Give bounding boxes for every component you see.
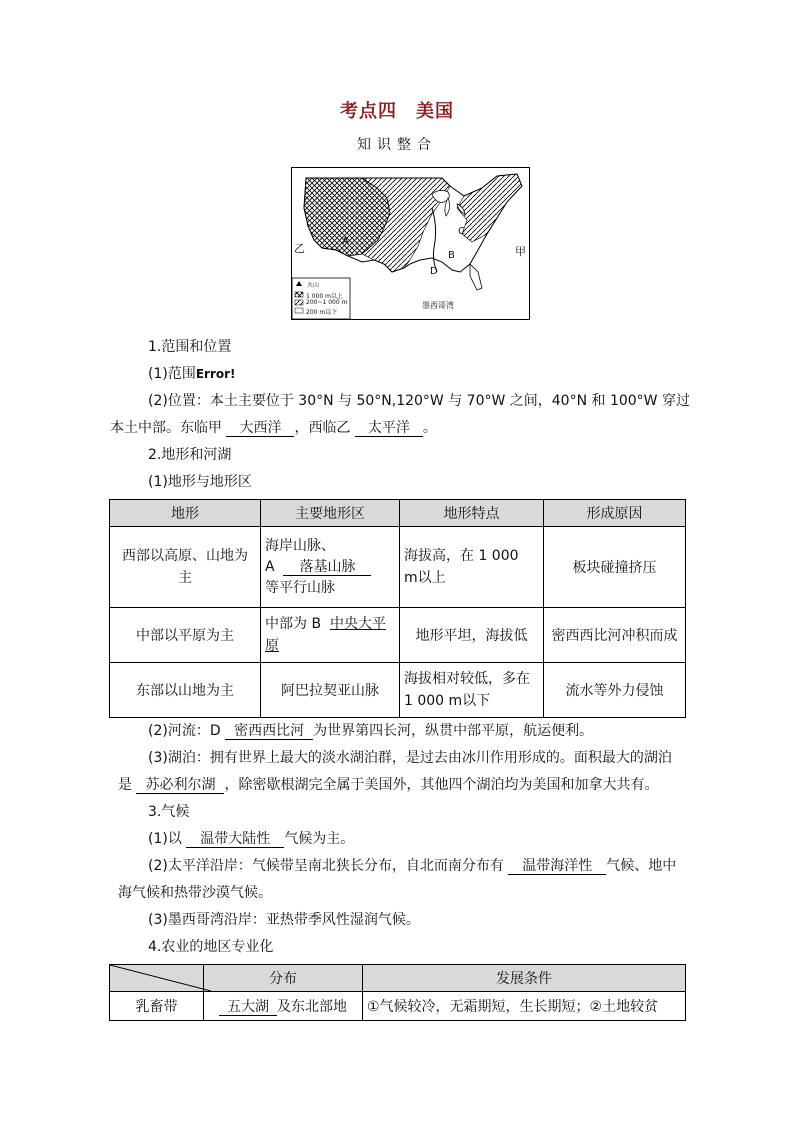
legend-high: 1 000 m以上 xyxy=(306,293,343,300)
table-row xyxy=(110,992,686,1021)
cell-distribution: 五大湖 及东北部地 xyxy=(204,992,363,1021)
sec3-c2-line2: 海气候和热带沙漠气候。 xyxy=(118,885,272,901)
answer-atlantic: 大西洋 xyxy=(226,420,294,437)
scope-error: Error! xyxy=(195,367,236,381)
legend-low: 200 m以下 xyxy=(306,309,338,316)
answer-mississippi: 密西西比河 xyxy=(225,723,313,740)
table-row xyxy=(110,663,686,718)
cell-belt: 乳畜带 xyxy=(110,992,204,1021)
table-row xyxy=(110,527,686,608)
cell-region: 中部为 B 中央大平原 xyxy=(261,608,400,663)
sec1-position-2 xyxy=(110,418,437,438)
col-header: 发展条件 xyxy=(363,965,686,992)
answer-central-plains: 中央大平原 xyxy=(265,616,386,654)
cell-feature: 海拔高，在 1 000 m以上 xyxy=(400,527,544,608)
sec3-c1: (1)以 温带大陆性 气候为主。 xyxy=(148,831,355,847)
cell-feature: 海拔相对较低，多在 1 000 m以下 xyxy=(400,663,544,718)
sec2-heading: 2.地形和河湖 xyxy=(148,447,232,463)
pos-text-b: ，西临乙 xyxy=(294,420,351,436)
cell-terrain: 东部以山地为主 xyxy=(110,663,261,718)
sec1-heading: 1.范围和位置 xyxy=(148,339,232,355)
sec2-lake-1: (3)湖泊：拥有世界上最大的淡水湖泊群，是过去由冰川作用形成的。面积最大的湖泊 xyxy=(148,750,672,766)
map-label-jia: 甲 xyxy=(515,245,526,258)
sec3-c2: (2)太平洋沿岸：气候带呈南北狭长分布，自北而南分布有 温带海洋性 气候、地中 xyxy=(148,858,677,874)
answer-rockies: 落基山脉 xyxy=(283,559,371,576)
col-header: 形成原因 xyxy=(544,500,686,527)
legend-mid: 200~1 000 m xyxy=(306,299,348,306)
sec4-heading: 4.农业的地区专业化 xyxy=(148,939,274,955)
scope-label: (1)范围 xyxy=(148,366,196,382)
cell-terrain: 中部以平原为主 xyxy=(110,608,261,663)
pos-text-a: 本土中部。东临甲 xyxy=(110,420,222,436)
sec3-c3: (3)墨西哥湾沿岸：亚热带季风性湿润气候。 xyxy=(148,912,420,928)
terrain-table xyxy=(109,499,686,718)
cell-cause: 流水等外力侵蚀 xyxy=(544,663,686,718)
section-subtitle: 知识整合 xyxy=(357,137,437,153)
answer-maritime: 温带海洋性 xyxy=(508,858,606,875)
sec2-river: (2)河流：D 密西西比河 为世界第四长河，纵贯中部平原，航运便利。 xyxy=(148,723,594,739)
map-label-c: C xyxy=(458,226,465,237)
cell-region: 海岸山脉、 A 落基山脉 等平行山脉 xyxy=(261,527,400,608)
col-header: 分布 xyxy=(204,965,363,992)
col-header: 地形 xyxy=(110,500,261,527)
sec3-heading: 3.气候 xyxy=(148,804,190,820)
sec2-sub1: (1)地形与地形区 xyxy=(148,474,252,490)
map-label-gulf: 墨西哥湾 xyxy=(422,301,454,310)
usa-terrain-map xyxy=(291,167,530,320)
table-header-row xyxy=(110,500,686,527)
map-label-yi: 乙 xyxy=(294,242,305,255)
diagonal-line xyxy=(110,965,211,991)
answer-superior: 苏必利尔湖 xyxy=(136,777,224,794)
legend-volcano: 火山 xyxy=(307,282,320,289)
diagonal-header-cell xyxy=(110,965,204,992)
answer-continental: 温带大陆性 xyxy=(186,831,284,848)
agriculture-table xyxy=(109,964,686,1021)
cell-conditions: ①气候较冷，无霜期短，生长期短；②土地较贫 xyxy=(363,992,686,1021)
table-header-row xyxy=(110,965,686,992)
map-label-a: A xyxy=(342,236,349,247)
cell-cause: 板块碰撞挤压 xyxy=(544,527,686,608)
col-header: 地形特点 xyxy=(400,500,544,527)
col-header: 主要地形区 xyxy=(261,500,400,527)
page-title: 考点四 美国 xyxy=(340,101,454,122)
answer-pacific: 太平洋 xyxy=(355,420,423,437)
cell-terrain: 西部以高原、山地为主 xyxy=(110,527,261,608)
cell-feature: 地形平坦，海拔低 xyxy=(400,608,544,663)
sec1-scope xyxy=(148,364,236,384)
cell-region: 阿巴拉契亚山脉 xyxy=(261,663,400,718)
sec2-lake-2: 是 苏必利尔湖 ，除密歇根湖完全属于美国外，其他四个湖泊均为美国和加拿大共有。 xyxy=(118,777,659,793)
table-row xyxy=(110,608,686,663)
sec1-position-1: (2)位置：本土主要位于 30°N 与 50°N,120°W 与 70°W 之间，40°N 和 100°W 穿过 xyxy=(148,393,690,409)
answer-great-lakes: 五大湖 xyxy=(219,999,277,1016)
cell-cause: 密西西比河冲积而成 xyxy=(544,608,686,663)
map-label-b: B xyxy=(448,250,455,261)
pos-text-c: 。 xyxy=(422,420,437,436)
map-label-d: D xyxy=(430,266,438,277)
